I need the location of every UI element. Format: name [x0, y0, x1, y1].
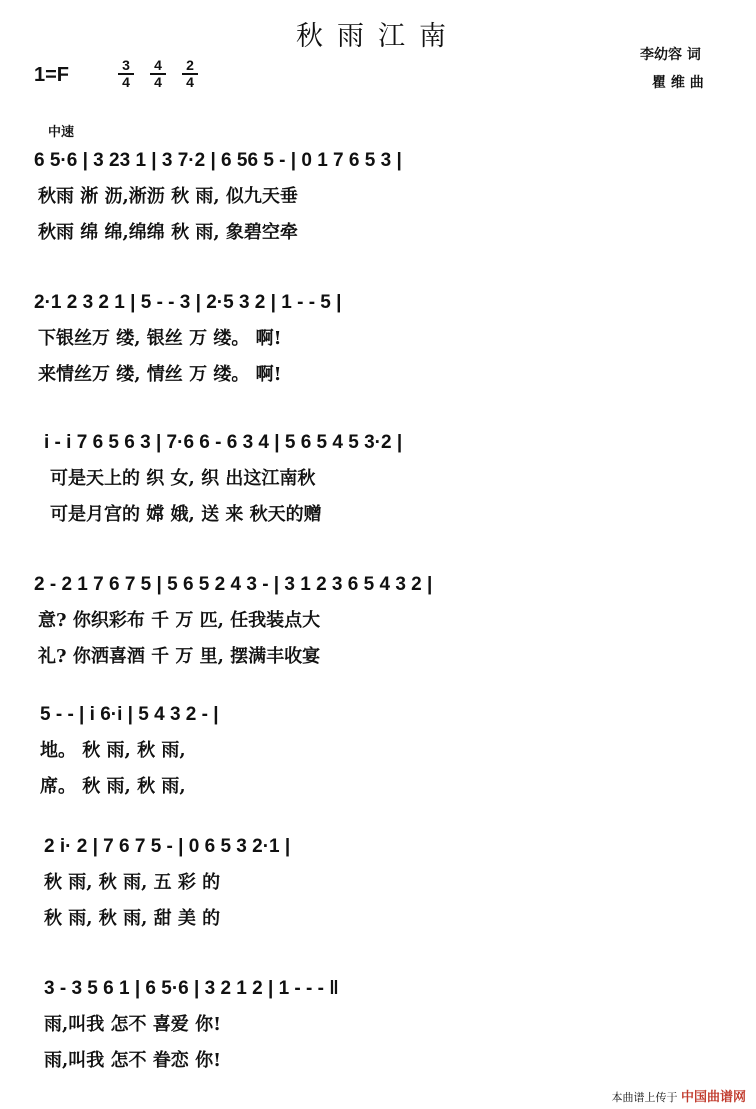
score-line: [0, 978, 756, 1098]
lyrics-verse-1: 秋 雨, 秋 雨, 五 彩 的: [44, 872, 221, 893]
meter-signature: 2 4: [182, 58, 198, 90]
tempo-marking: 中速: [48, 125, 75, 140]
lyrics-verse-2: 席。 秋 雨, 秋 雨,: [40, 776, 186, 797]
score-line: [0, 704, 756, 824]
notation: 2 - 2 1 7 6 7 5 | 5 6 5 2 4 3 - | 3 1 2 3 6 5 4 3 2 |: [34, 574, 433, 595]
site-watermark: [611, 1086, 746, 1105]
score-line: [0, 574, 756, 694]
lyrics-verse-2: 雨,叫我 怎不 眷恋 你!: [44, 1050, 221, 1071]
meter-signature: 4 4: [150, 58, 166, 90]
composer-credit: 瞿 维 曲: [652, 75, 704, 91]
notation: 5 - - | i 6·i | 5 4 3 2 - |: [40, 704, 219, 725]
meter-signature: 3 4: [118, 58, 134, 90]
lyrics-verse-1: 雨,叫我 怎不 喜爱 你!: [44, 1014, 221, 1035]
score-line: [0, 150, 756, 270]
lyrics-verse-1: 地。 秋 雨, 秋 雨,: [40, 740, 186, 761]
watermark-brand: 中国曲谱网: [680, 1090, 746, 1105]
score-line: [0, 836, 756, 956]
notation: 6 5·6 | 3 23 1 | 3 7·2 | 6 56 5 - | 0 1 7 6 5 3 |: [34, 150, 402, 171]
watermark-text: 本曲谱上传于: [611, 1091, 678, 1104]
lyrics-verse-1: 可是天上的 织 女, 织 出这江南秋: [50, 468, 316, 489]
score-line: [0, 432, 756, 552]
lyrics-verse-2: 秋 雨, 秋 雨, 甜 美 的: [44, 908, 221, 929]
lyrics-verse-2: 礼? 你洒喜酒 千 万 里, 摆满丰收宴: [38, 646, 321, 667]
lyrics-verse-1: 意? 你织彩布 千 万 匹, 任我装点大: [38, 610, 321, 631]
notation: 2 i· 2 | 7 6 7 5 - | 0 6 5 3 2·1 |: [44, 836, 291, 857]
key-signature: 1=F: [34, 64, 70, 86]
song-title: 秋雨江南: [296, 21, 460, 52]
lyrics-verse-2: 来情丝万 缕, 情丝 万 缕。 啊!: [38, 364, 282, 385]
notation: i - i 7 6 5 6 3 | 7·6 6 - 6 3 4 | 5 6 5 4 5 3·2 |: [44, 432, 403, 453]
lyrics-verse-1: 秋雨 淅 沥,淅沥 秋 雨, 似九天垂: [38, 186, 298, 207]
lyrics-verse-2: 秋雨 绵 绵,绵绵 秋 雨, 象碧空牵: [38, 222, 298, 243]
notation: 2·1 2 3 2 1 | 5 - - 3 | 2·5 3 2 | 1 - - 5 |: [34, 292, 342, 313]
lyrics-verse-1: 下银丝万 缕, 银丝 万 缕。 啊!: [38, 328, 282, 349]
notation: 3 - 3 5 6 1 | 6 5·6 | 3 2 1 2 | 1 - - - ‖: [44, 978, 339, 999]
lyricist-credit: 李幼容 词: [640, 47, 701, 63]
score-line: [0, 292, 756, 412]
lyrics-verse-2: 可是月宫的 嫦 娥, 送 来 秋天的赠: [50, 504, 322, 525]
